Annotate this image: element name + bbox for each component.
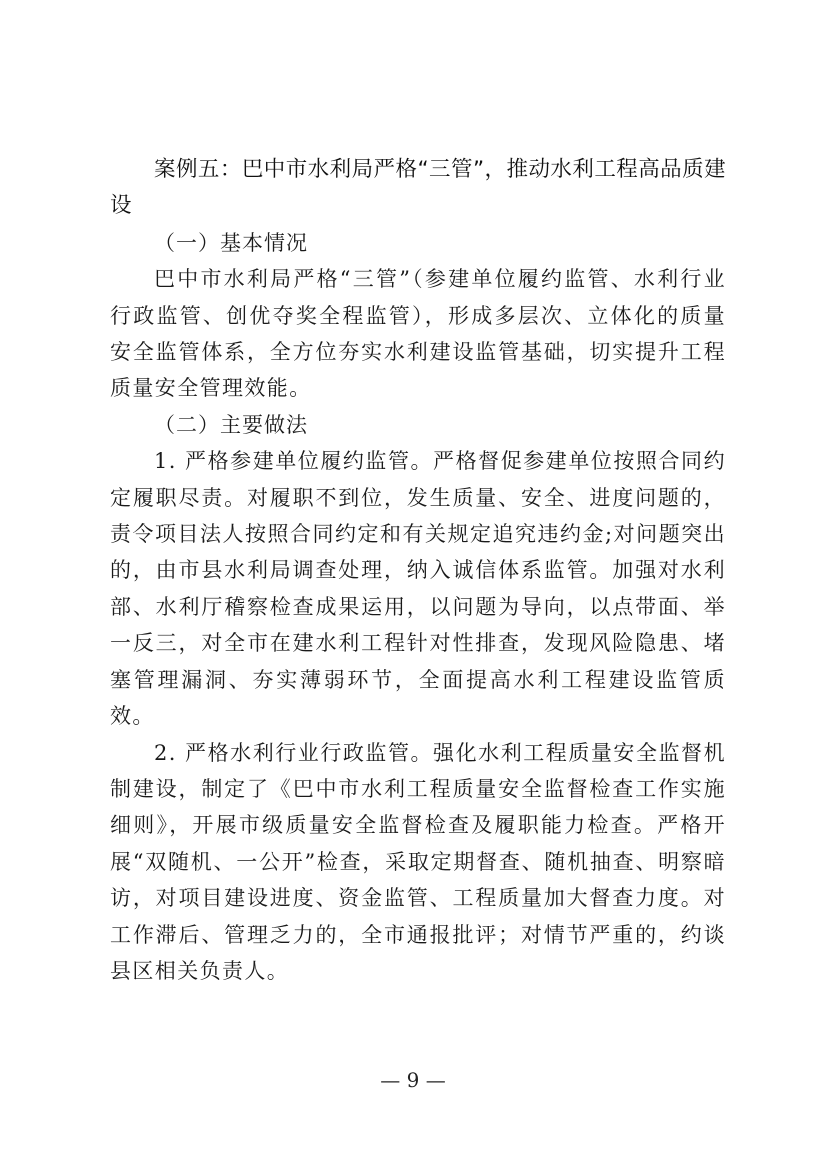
section-heading-basic-situation: （一）基本情况	[154, 230, 308, 255]
paragraph-basic-situation: 巴中市水利局严格“三管”（参建单位履约监管、水利行业行政监管、创优夺奖全程监管），形成多层次、立体化的质量安全监管体系，全方位夯实水利建设监管基础，切实提升工程质量安全管理效能。	[110, 267, 726, 401]
case-title: 案例五：巴中市水利局严格“三管”，推动水利工程高品质建设	[110, 157, 726, 219]
paragraph-administrative-supervision: 2. 严格水利行业行政监管。强化水利工程质量安全监督机制建设，制定了《巴中市水利工程质量安全监督检查工作实施细则》，开展市级质量安全监督检查及履职能力检查。严格开展“双随机、一公开”检查，采取定期督查、随机抽查、明察暗访，对项目建设进度、资金监管、工程质量加大督查力度。对工作滞后、管理乏力的，全市通报批评；对情节严重的，约谈县区相关负责人。	[110, 740, 726, 983]
document-page	[110, 152, 726, 989]
section-heading-main-practices: （二）主要做法	[154, 412, 308, 437]
paragraph-contractor-supervision: 1. 严格参建单位履约监管。严格督促参建单位按照合同约定履职尽责。对履职不到位，发生质量、安全、进度问题的，责令项目法人按照合同约定和有关规定追究违约金;对问题突出的，由市县水利局调查处理，纳入诚信体系监管。加强对水利部、水利厅稽察检查成果运用，以问题为导向，以点带面、举一反三，对全市在建水利工程针对性排查，发现风险隐患、堵塞管理漏洞、夯实薄弱环节，全面提高水利工程建设监管质效。	[110, 449, 726, 729]
page-number: — 9 —	[380, 1068, 446, 1092]
